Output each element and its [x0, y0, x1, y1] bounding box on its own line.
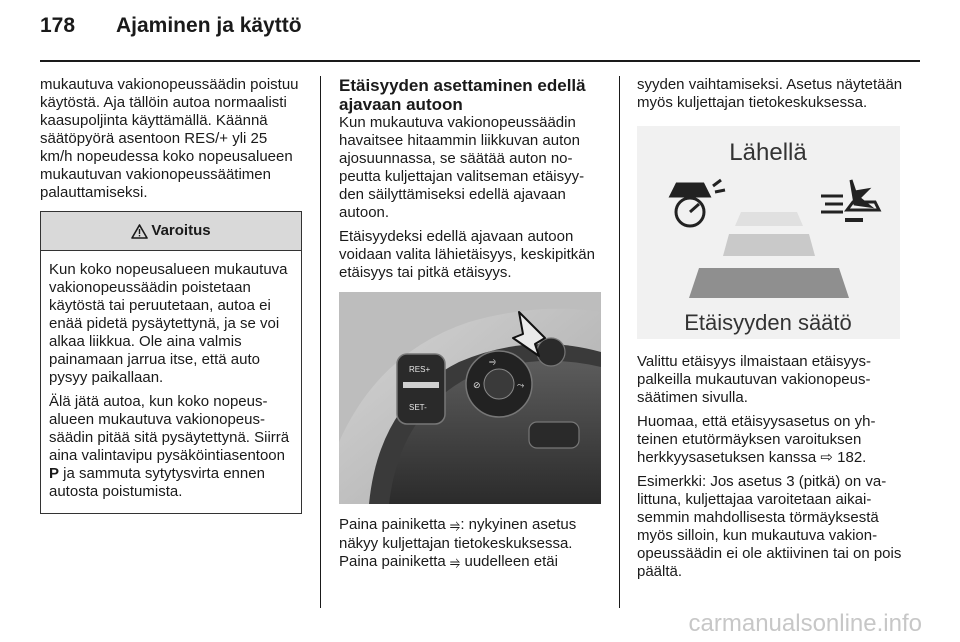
paragraph-press-button — [339, 516, 601, 572]
warning-paragraph-1: Kun koko nopeusalueen mukautuva vakionopeussäädin poistetaan käytöstä tai peruutetaan, autoa ei enää pidetä pysäytettynä, ja se voi alkaa liikkua. Ole aina valmis painamaan jarrua itse, että auto pysyy paikallaan. — [49, 261, 288, 386]
column-3 — [637, 76, 903, 587]
warning-box — [40, 211, 302, 514]
column-divider-1 — [320, 76, 321, 608]
paragraph-distance-1: Kun mukautuva vakionopeussäädin havaitsee hitaammin liikkuvan auton ajosuunnassa, se säätää auton nopeutta kuljettajan valitseman etäisyyden säilyttämiseksi edellä ajavaan autoon. — [339, 114, 585, 221]
section-heading: Etäisyyden asettaminen edellä ajavaan autoon — [339, 76, 586, 114]
display-top-label: Lähellä — [729, 139, 807, 166]
svg-text:⤳: ⤳ — [517, 381, 525, 391]
driver-info-display-image — [637, 126, 900, 339]
distance-bar-far — [689, 268, 849, 298]
display-bottom-label: Etäisyyden säätö — [684, 310, 852, 335]
park-position-letter: P — [49, 465, 60, 482]
paragraph-continued: syyden vaihtamiseksi. Asetus näytetään myös kuljettajan tietokeskuksessa. — [637, 76, 903, 111]
paragraph-example: Esimerkki: Jos asetus 3 (pitkä) on valittuna, kuljettajaa varoitetaan aikaisemmin mahdollisesta törmäyksestä myös silloin, kun mukautuva vakionopeussäädin ei ole aktiivinen tai on pois päältä. — [637, 473, 902, 580]
distance-bar-near — [735, 212, 803, 226]
intro-paragraph: mukautuva vakionopeussäädin poistuu käytöstä. Aja tällöin autoa normaalisti kaasupoljinta käyttämällä. Käännä säätöpyörä asentoon RES/+ yli 25 km/h nopeudessa koko nopeusalueen mukautuvan vakionopeussäätimen palauttamiseksi. — [40, 76, 299, 201]
steering-wheel-controls-image — [339, 292, 601, 504]
set-minus-label: SET- — [409, 403, 427, 412]
warning-paragraph-2 — [49, 393, 293, 501]
svg-text:⊘: ⊘ — [473, 381, 481, 391]
header-rule — [40, 60, 920, 62]
warning-title: Varoitus — [151, 222, 211, 239]
column-2 — [339, 76, 601, 578]
paragraph-distance-bars: Valittu etäisyys ilmaistaan etäisyyspalkeilla mukautuvan vakionopeussäätimen sivulla. — [637, 353, 871, 406]
paragraph-distance-2: Etäisyydeksi edellä ajavaan autoon voidaan valita lähietäisyys, keskipitkän etäisyys tai pitkä etäisyys. — [339, 228, 595, 281]
warning-text-a: Älä jätä autoa, kun koko nopeusalueen mukautuva vakionopeussäädin pitää sitä pysäytettynä. Siirrä aina valintavipu pysäköintiasentoon — [49, 393, 290, 464]
warning-triangle-icon — [131, 224, 148, 239]
warning-header — [41, 212, 301, 251]
press-text-b: : nykyinen asetus näkyy kuljettajan tietokeskuksessa. Paina painiketta — [339, 516, 577, 570]
page-number: 178 — [40, 14, 76, 37]
res-plus-label: RES+ — [409, 365, 431, 374]
distance-bar-medium — [723, 234, 815, 256]
press-text-a: Paina painiketta — [339, 516, 450, 533]
column-1 — [40, 76, 302, 514]
warning-text-b: ja sammuta sytytysvirta ennen autosta poistumista. — [49, 465, 265, 500]
paragraph-shared-setting: Huomaa, että etäisyysasetus on yhteinen etutörmäyksen varoituksen herkkyysasetuksen kanssa ⇨ 182. — [637, 413, 876, 466]
page-title: Ajaminen ja käyttö — [116, 14, 302, 37]
warning-body — [41, 251, 301, 513]
page-header — [40, 14, 302, 38]
svg-text:⥤: ⥤ — [489, 357, 497, 367]
press-text-c: uudelleen etäi — [460, 553, 558, 570]
distance-button-icon: ⥤ — [449, 518, 461, 533]
watermark: carmanualsonline.info — [688, 610, 922, 637]
distance-button-icon: ⥤ — [449, 555, 461, 570]
column-divider-2 — [619, 76, 620, 608]
